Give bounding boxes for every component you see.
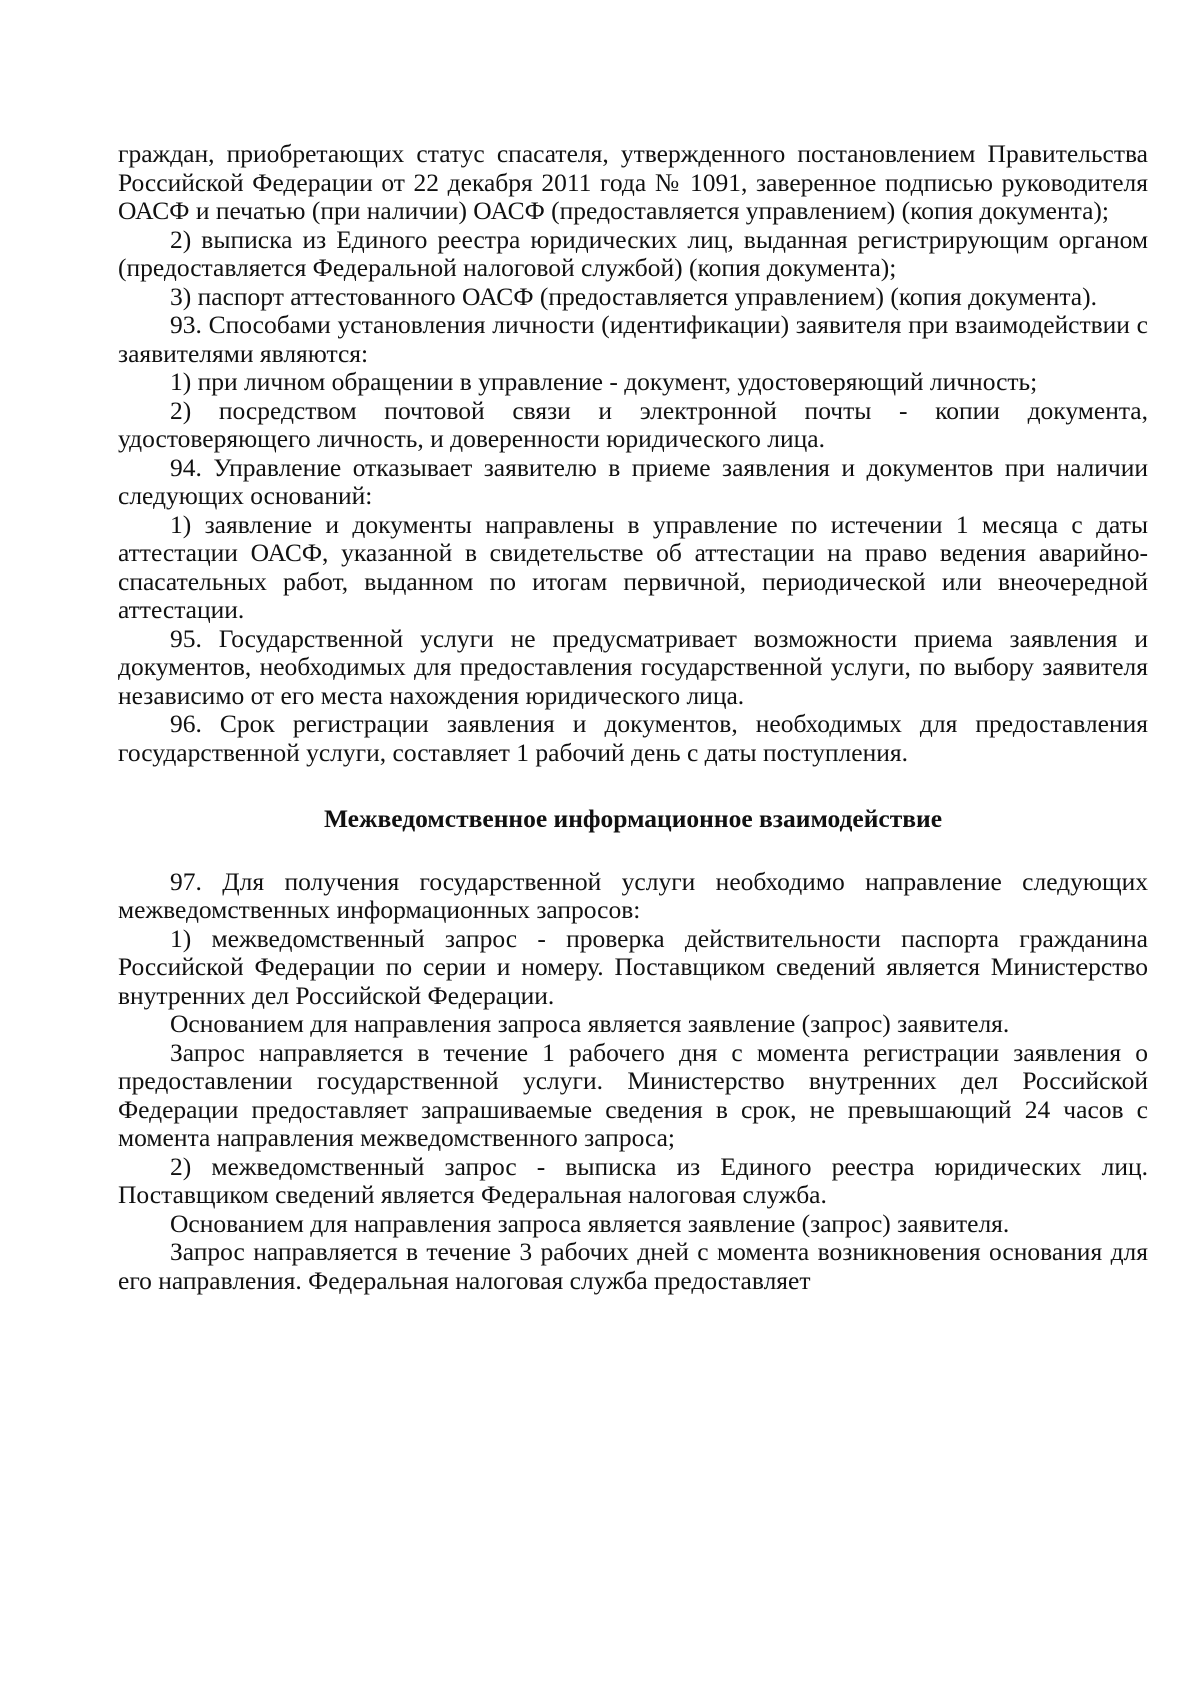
paragraph-item-3-passport: 3) паспорт аттестованного ОАСФ (предоставляется управлением) (копия документа).: [170, 281, 1097, 311]
paragraph-97-1-basis: Основанием для направления запроса является заявление (запрос) заявителя.: [170, 1009, 1010, 1038]
paragraph-97-2-basis: Основанием для направления запроса является заявление (запрос) заявителя.: [170, 1208, 1010, 1238]
paragraph-94-1: 1) заявление и документы направлены в управление по истечении 1 месяца с даты аттестации ОАСФ, указанной в свидетельстве об аттестации на право ведения аварийно-спасательных работ, выданном по итогам первичной, периодической или внеочередной аттестации.: [118, 509, 1148, 624]
paragraph-93: 93. Способами установления личности (идентификации) заявителя при взаимодействии с заявителями являются:: [118, 310, 1148, 368]
paragraph-94: 94. Управление отказывает заявителю в приеме заявления и документов при наличии следующих оснований:: [118, 452, 1148, 510]
document-body-top: [118, 140, 1148, 767]
paragraph-95: 95. Государственной услуги не предусматривает возможности приема заявления и документов, необходимых для предоставления государственной услуги, по выбору заявителя независимо от его места нахождения юридического лица.: [118, 623, 1148, 710]
paragraph-96: 96. Срок регистрации заявления и документов, необходимых для предоставления государственной услуги, составляет 1 рабочий день с даты поступления.: [118, 709, 1148, 767]
paragraph-continuation: граждан, приобретающих статус спасателя, утвержденного постановлением Правительства Российской Федерации от 22 декабря 2011 года № 1091, заверенное подписью руководителя ОАСФ и печатью (при наличии) ОАСФ (предоставляется управлением) (копия документа);: [118, 139, 1148, 225]
paragraph-97: 97. Для получения государственной услуги необходимо направление следующих межведомственных информационных запросов:: [118, 866, 1148, 924]
paragraph-93-2: 2) посредством почтовой связи и электронной почты - копии документа, удостоверяющего личность, и доверенности юридического лица.: [118, 395, 1148, 453]
paragraph-93-1: 1) при личном обращении в управление - документ, удостоверяющий личность;: [170, 367, 1038, 396]
paragraph-97-1-term: Запрос направляется в течение 1 рабочего дня с момента регистрации заявления о предоставлении государственной услуги. Министерство внутренних дел Российской Федерации предоставляет запрашиваемые сведения в срок, не превышающий 24 часов с момента направления межведомственного запроса;: [118, 1037, 1148, 1152]
section-heading: Межведомственное информационное взаимодействие: [323, 804, 943, 833]
paragraph-97-2-term: Запрос направляется в течение 3 рабочих дней с момента возникновения основания для его направления. Федеральная налоговая служба предоставляет: [118, 1237, 1148, 1295]
paragraph-97-1: 1) межведомственный запрос - проверка действительности паспорта гражданина Российской Федерации по серии и номеру. Поставщиком сведений является Министерство внутренних дел Российской Федерации.: [118, 923, 1148, 1010]
document-body-bottom: [118, 868, 1148, 1296]
paragraph-97-2: 2) межведомственный запрос - выписка из Единого реестра юридических лиц. Поставщиком сведений является Федеральная налоговая служба.: [118, 1151, 1148, 1209]
paragraph-item-2-egrul: 2) выписка из Единого реестра юридических лиц, выданная регистрирующим органом (предоставляется Федеральной налоговой службой) (копия документа);: [118, 224, 1148, 282]
